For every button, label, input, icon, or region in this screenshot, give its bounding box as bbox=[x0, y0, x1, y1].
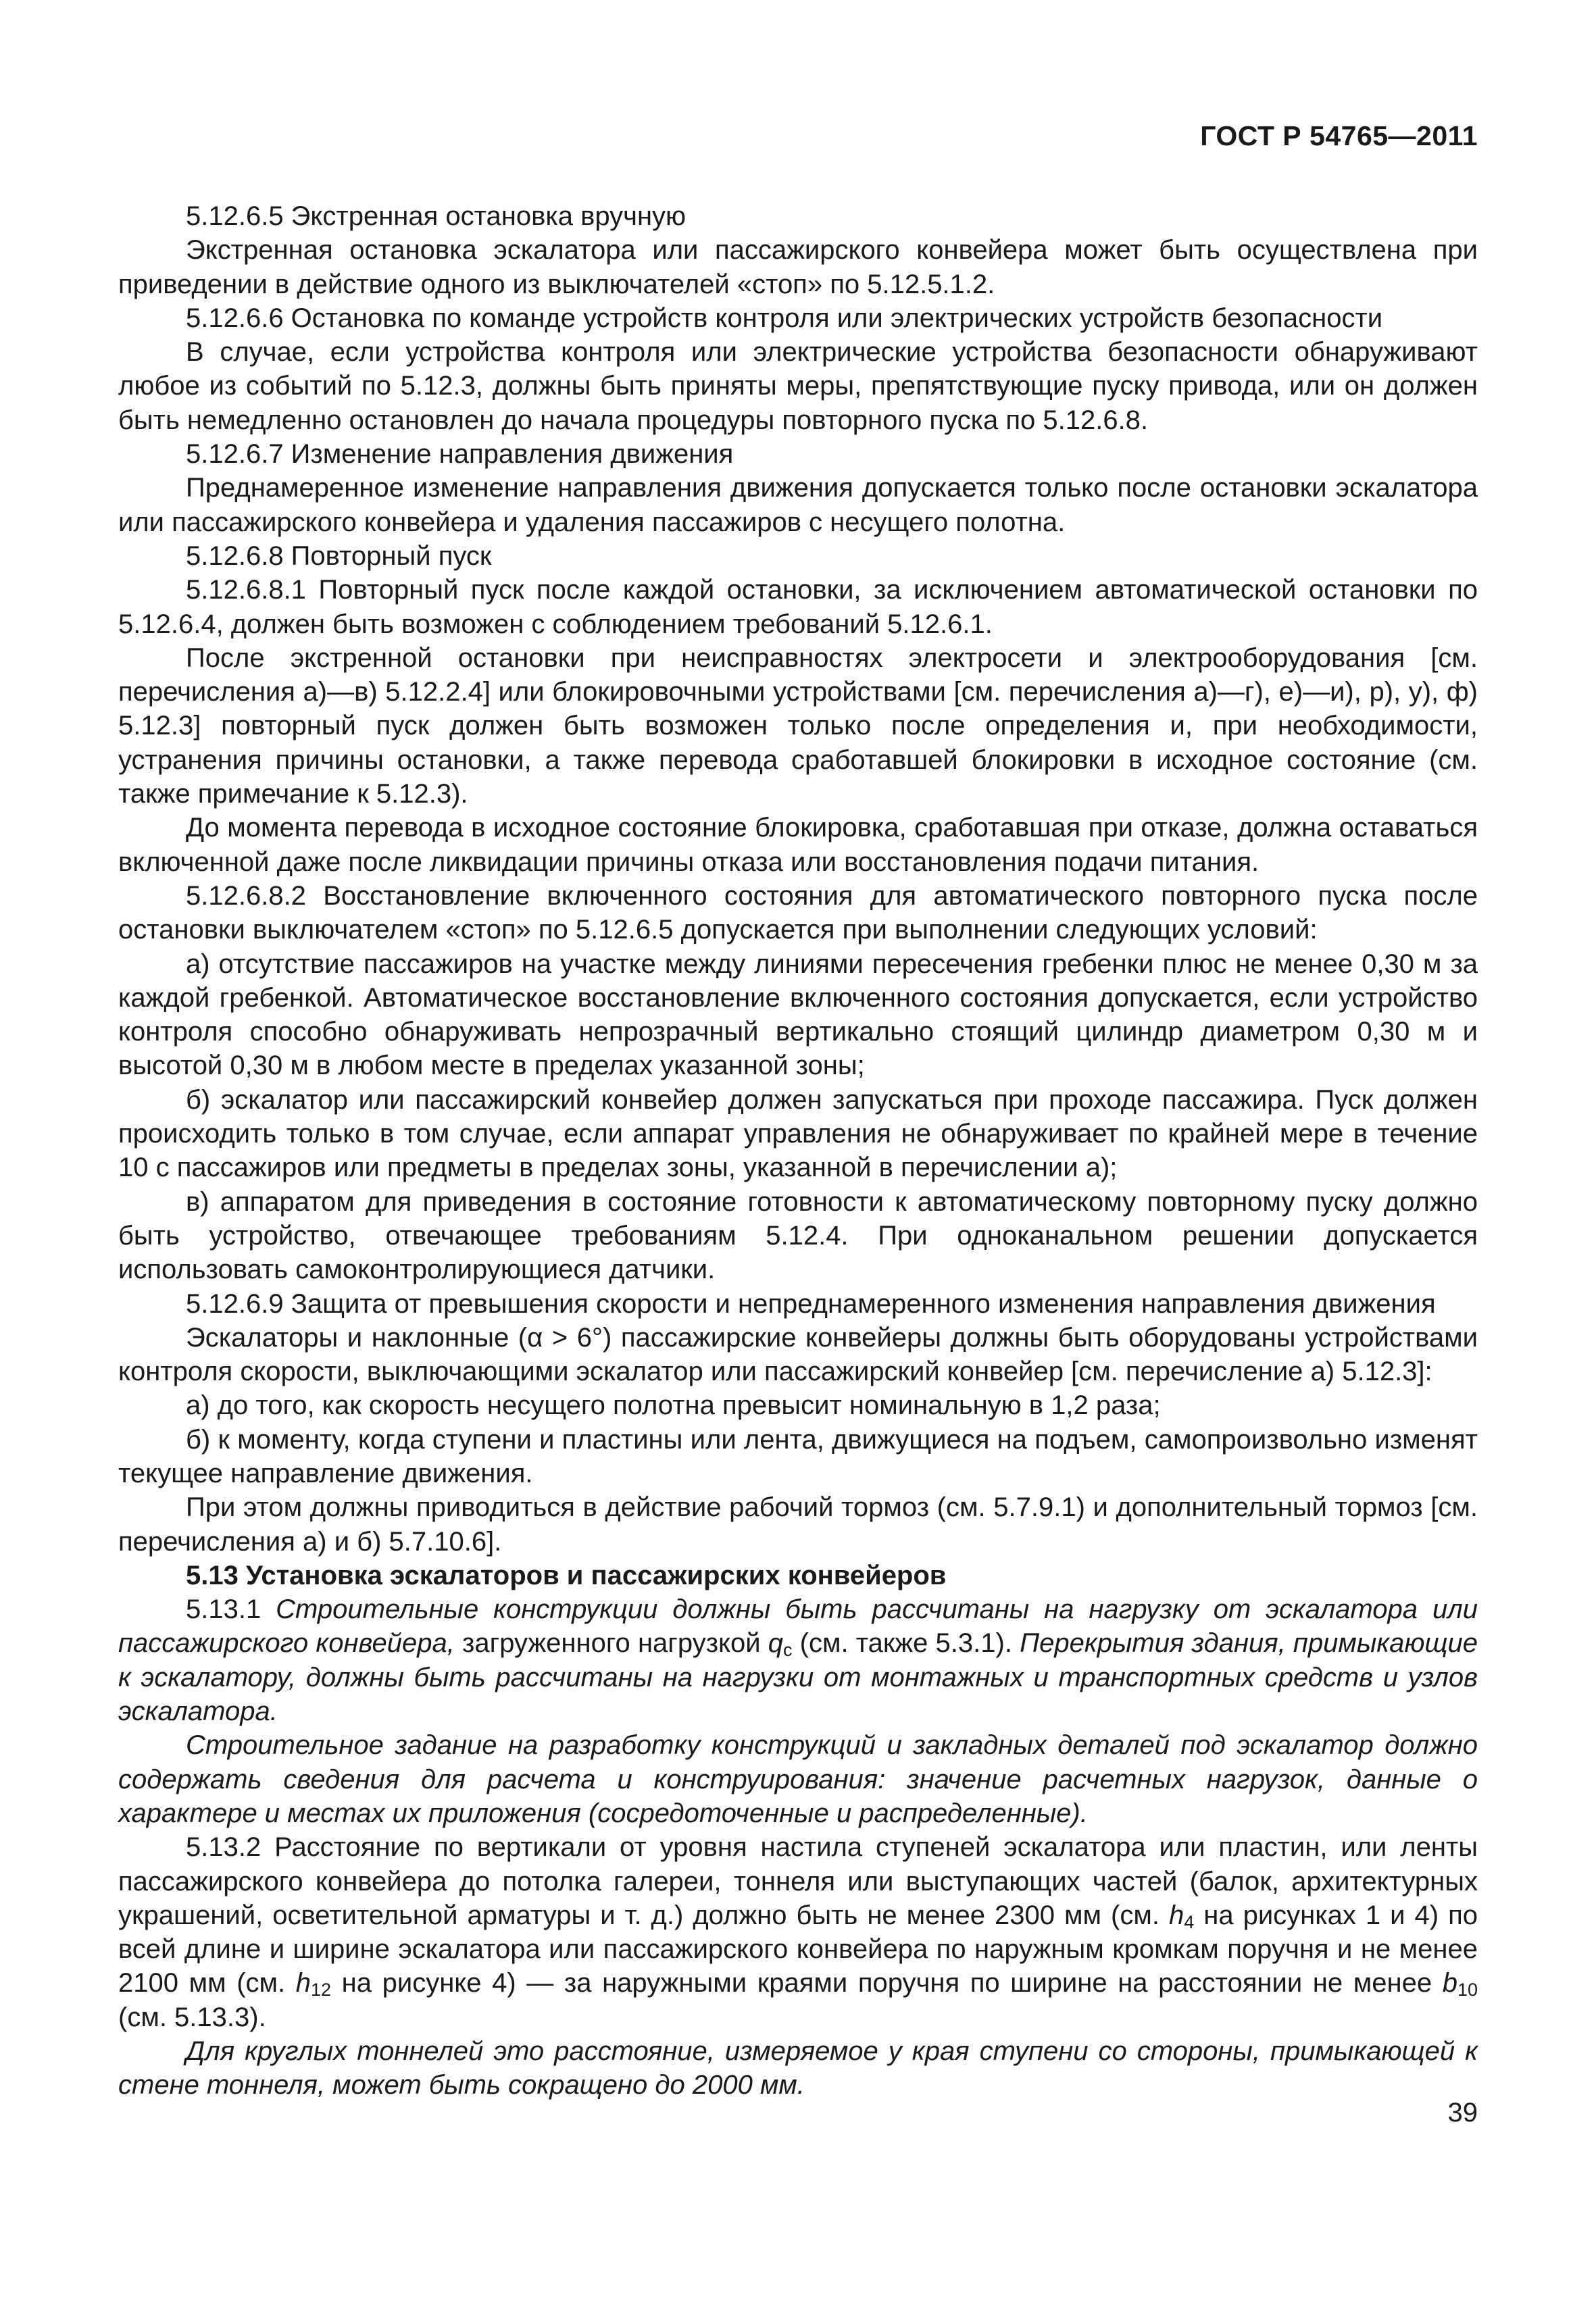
symbol-h: h bbox=[295, 1968, 311, 1998]
list-item: б) эскалатор или пассажирский конвейер должен запускаться при проходе пассажира. Пуск должен происходить только в том случае, если аппарат управления не обнаруживает по крайней мере в течение 10 с пассажиров или предметы в пределах зоны, указанной в перечислении а); bbox=[118, 1084, 1478, 1183]
text-span: 5.13.1 bbox=[186, 1594, 276, 1625]
list-item: б) к моменту, когда ступени и пластины или лента, движущиеся на подъем, самопроизвольно изменят текущее направление движения. bbox=[118, 1424, 1478, 1488]
clause-heading: 5.12.6.7 Изменение направления движения bbox=[186, 439, 734, 470]
paragraph bbox=[118, 1830, 1478, 2034]
clause-heading: 5.12.6.9 Защита от превышения скорости и непреднамеренного изменения направления движения bbox=[186, 1288, 1436, 1319]
paragraph: В случае, если устройства контроля или электрические устройства безопасности обнаруживают любое из событий по 5.12.3, должны быть приняты меры, препятствующие пуску привода, или он должен быть немедленно остановлен до начала процедуры повторного пуска по 5.12.6.8. bbox=[118, 337, 1478, 435]
section-heading: 5.13 Установка эскалаторов и пассажирских конвейеров bbox=[186, 1560, 947, 1590]
italic-span: Строительные конструкции должны быть рассчитаны на нагрузку от эскалатора или пассажирского конвейера, bbox=[118, 1594, 1478, 1659]
clause-heading: 5.12.6.8 Повторный пуск bbox=[186, 540, 492, 571]
paragraph-italic: Для круглых тоннелей это расстояние, измеряемое у края ступени со стороны, примыкающей к стене тоннеля, может быть сокращено до 2000 мм. bbox=[118, 2036, 1478, 2101]
text-span: 5.13.2 Расстояние по вертикали от уровня настила ступеней эскалатора или пластин, или ленты пассажирского конвейера до потолка галереи, тоннеля или выступающих частей (балок, архитектурных украшений, осветительной арматуры и т. д.) должно быть не менее 2300 мм (см. bbox=[118, 1832, 1478, 1930]
paragraph: Эскалаторы и наклонные (α > 6°) пассажирские конвейеры должны быть оборудованы устройствами контроля скорости, выключающими эскалатор или пассажирский конвейер [см. перечисление а) 5.12.3]: bbox=[118, 1322, 1478, 1387]
clause-heading: 5.12.6.6 Остановка по команде устройств контроля или электрических устройств безопасности bbox=[186, 303, 1383, 333]
paragraph: Экстренная остановка эскалатора или пассажирского конвейера может быть осуществлена при приведении в действие одного из выключателей «стоп» по 5.12.5.1.2. bbox=[118, 235, 1478, 299]
subscript: 4 bbox=[1184, 1911, 1195, 1932]
text-span: (см. также 5.3.1). bbox=[792, 1628, 1020, 1659]
symbol-q: q bbox=[768, 1628, 783, 1659]
list-item: а) отсутствие пассажиров на участке между линиями пересечения гребенки плюс не менее 0,30 м за каждой гребенкой. Автоматическое восстановление включенного состояния допускается, если устройство контроля способно обнаруживать непрозрачный вертикально стоящий цилиндр диаметром 0,30 м и высотой 0,30 м в любом месте в пределах указанной зоны; bbox=[118, 949, 1478, 1081]
subscript: 10 bbox=[1457, 1980, 1478, 2001]
symbol-b: b bbox=[1442, 1968, 1457, 1998]
paragraph: После экстренной остановки при неисправностях электросети и электрооборудования [см. перечисления а)—в) 5.12.2.4] или блокировочными устройствами [см. перечисления а)—г), е)—и), р), у), ф) 5.12.3] повторный пуск должен быть возможен только после определения и, при необходимости, устранения причины остановки, а также перевода сработавшей блокировки в исходное состояние (см. также примечание к 5.12.3). bbox=[118, 643, 1478, 809]
list-item: в) аппаратом для приведения в состояние готовности к автоматическому повторному пуску должно быть устройство, отвечающее требованиям 5.12.4. При одноканальном решении допускается использовать самоконтролирующиеся датчики. bbox=[118, 1186, 1478, 1285]
paragraph: Преднамеренное изменение направления движения допускается только после остановки эскалатора или пассажирского конвейера и удаления пассажиров с несущего полотна. bbox=[118, 473, 1478, 537]
paragraph bbox=[118, 1592, 1478, 1728]
subscript: c bbox=[782, 1640, 793, 1661]
page-number: 39 bbox=[1447, 2098, 1478, 2128]
text-span: на рисунках 1 и 4) по всей длине и ширине эскалатора или пассажирского конвейера по наружным кромкам поручня и не менее 2100 мм (см. bbox=[118, 1900, 1478, 1998]
body-text bbox=[118, 199, 1478, 2103]
clause-heading: 5.12.6.5 Экстренная остановка вручную bbox=[186, 201, 687, 231]
document-page bbox=[118, 0, 1478, 2314]
text-span: загруженного нагрузкой bbox=[454, 1628, 768, 1659]
italic-span: Перекрытия здания, примыкающие к эскалатору, должны быть рассчитаны на нагрузки от монтажных и транспортных средств и узлов эскалатора. bbox=[118, 1628, 1478, 1727]
paragraph-italic: Строительное задание на разработку конструкций и закладных деталей под эскалатор должно содержать сведения для расчета и конструирования: значение расчетных нагрузок, данные о характере и местах их приложения (сосредоточенные и распределенные). bbox=[118, 1730, 1478, 1828]
text-span: на рисунке 4) — за наружными краями поручня по ширине на расстоянии не менее bbox=[331, 1968, 1443, 1998]
paragraph: При этом должны приводиться в действие рабочий тормоз (см. 5.7.9.1) и дополнительный тормоз [см. перечисления а) и б) 5.7.10.6]. bbox=[118, 1492, 1478, 1557]
symbol-h: h bbox=[1168, 1900, 1184, 1930]
subscript: 12 bbox=[311, 1980, 332, 2001]
paragraph: 5.12.6.8.2 Восстановление включенного состояния для автоматического повторного пуска после остановки выключателем «стоп» по 5.12.6.5 допускается при выполнении следующих условий: bbox=[118, 880, 1478, 945]
paragraph: До момента перевода в исходное состояние блокировка, сработавшая при отказе, должна оставаться включенной даже после ликвидации причины отказа или восстановления подачи питания. bbox=[118, 813, 1478, 877]
text-span: (см. 5.13.3). bbox=[118, 2002, 266, 2032]
document-header: ГОСТ Р 54765—2011 bbox=[1200, 120, 1478, 151]
list-item: а) до того, как скорость несущего полотна превысит номинальную в 1,2 раза; bbox=[186, 1390, 1161, 1421]
paragraph: 5.12.6.8.1 Повторный пуск после каждой остановки, за исключением автоматической остановки по 5.12.6.4, должен быть возможен с соблюдением требований 5.12.6.1. bbox=[118, 575, 1478, 639]
